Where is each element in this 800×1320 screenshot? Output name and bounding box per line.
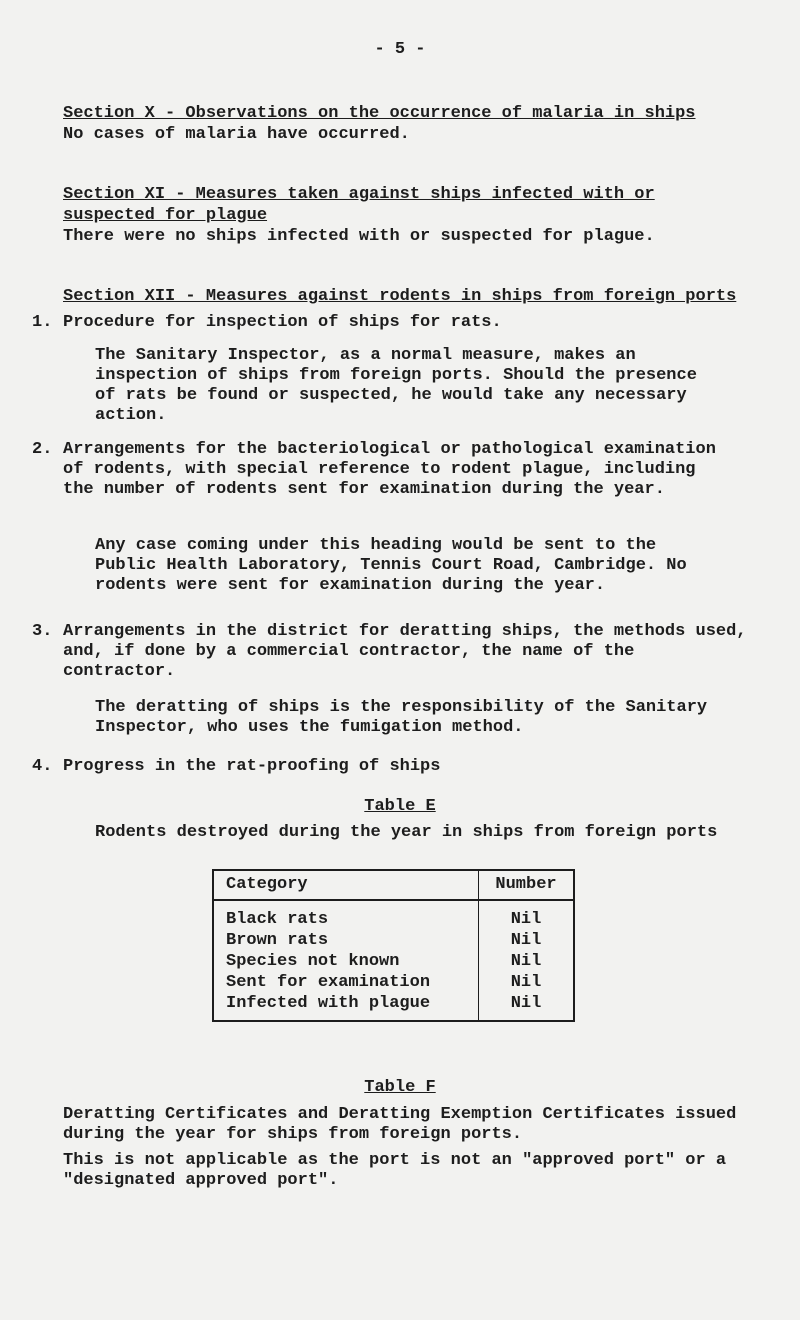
item-2-body: Any case coming under this heading would be sent to the Public Health Laboratory, Tennis Court Road, Cambridge. No rodents were sent for examination during the year. bbox=[95, 536, 687, 595]
table-header-row bbox=[213, 870, 574, 900]
item-1-body: The Sanitary Inspector, as a normal measure, makes an inspection of ships from foreign ports. Should the presence of rats be found or suspected, he would take any necessary action. bbox=[95, 346, 697, 425]
section-x-body: No cases of malaria have occurred. bbox=[63, 125, 410, 144]
table-row bbox=[213, 972, 574, 993]
category-cell: Infected with plague bbox=[213, 993, 479, 1021]
category-cell: Sent for examination bbox=[213, 972, 479, 993]
table-f-caption: Deratting Certificates and Deratting Exemption Certificates issued during the year for ships from foreign ports. bbox=[63, 1105, 737, 1144]
section-xi-body: There were no ships infected with or suspected for plague. bbox=[63, 227, 655, 246]
category-cell: Black rats bbox=[213, 900, 479, 930]
number-cell: Nil bbox=[510, 951, 542, 971]
item-3-number: 3. bbox=[32, 622, 53, 641]
section-xii-heading: Section XII - Measures against rodents in ships from foreign ports bbox=[63, 287, 737, 306]
number-cell: Nil bbox=[510, 972, 542, 992]
number-cell: Nil bbox=[510, 909, 542, 929]
section-x-heading: Section X - Observations on the occurrence of malaria in ships bbox=[63, 104, 696, 123]
item-2-number: 2. bbox=[32, 440, 53, 459]
number-cell: Nil bbox=[510, 930, 542, 950]
item-3-title: Arrangements in the district for deratting ships, the methods used, and, if done by a commercial contractor, the name of the contractor. bbox=[63, 622, 747, 681]
rodents-table bbox=[212, 869, 575, 1022]
section-xi-heading-line2: suspected for plague bbox=[63, 206, 268, 225]
table-f-label: Table F bbox=[364, 1078, 436, 1097]
table-row bbox=[213, 930, 574, 951]
column-header-category: Category bbox=[213, 870, 479, 900]
category-cell: Species not known bbox=[213, 951, 479, 972]
table-f-body: This is not applicable as the port is not an "approved port" or a "designated approved port". bbox=[63, 1151, 727, 1190]
table-e-label: Table E bbox=[364, 797, 436, 816]
section-xi-heading-line1: Section XI - Measures taken against ships infected with or bbox=[63, 185, 655, 204]
table-row bbox=[213, 993, 574, 1021]
table-row bbox=[213, 951, 574, 972]
item-2-title: Arrangements for the bacteriological or pathological examination of rodents, with special reference to rodent plague, including the number of rodents sent for examination during the year. bbox=[63, 440, 716, 499]
item-4-number: 4. bbox=[32, 757, 53, 776]
column-header-number: Number bbox=[479, 870, 575, 900]
table-e-caption: Rodents destroyed during the year in ships from foreign ports bbox=[95, 823, 718, 842]
item-3-body: The deratting of ships is the responsibility of the Sanitary Inspector, who uses the fumigation method. bbox=[95, 698, 708, 737]
item-4-title: Progress in the rat-proofing of ships bbox=[63, 757, 441, 776]
item-1-title: Procedure for inspection of ships for rats. bbox=[63, 313, 502, 332]
table-row bbox=[213, 900, 574, 930]
item-1-number: 1. bbox=[32, 313, 53, 332]
number-cell: Nil bbox=[510, 993, 542, 1013]
category-cell: Brown rats bbox=[213, 930, 479, 951]
page-number: - 5 - bbox=[374, 40, 426, 59]
